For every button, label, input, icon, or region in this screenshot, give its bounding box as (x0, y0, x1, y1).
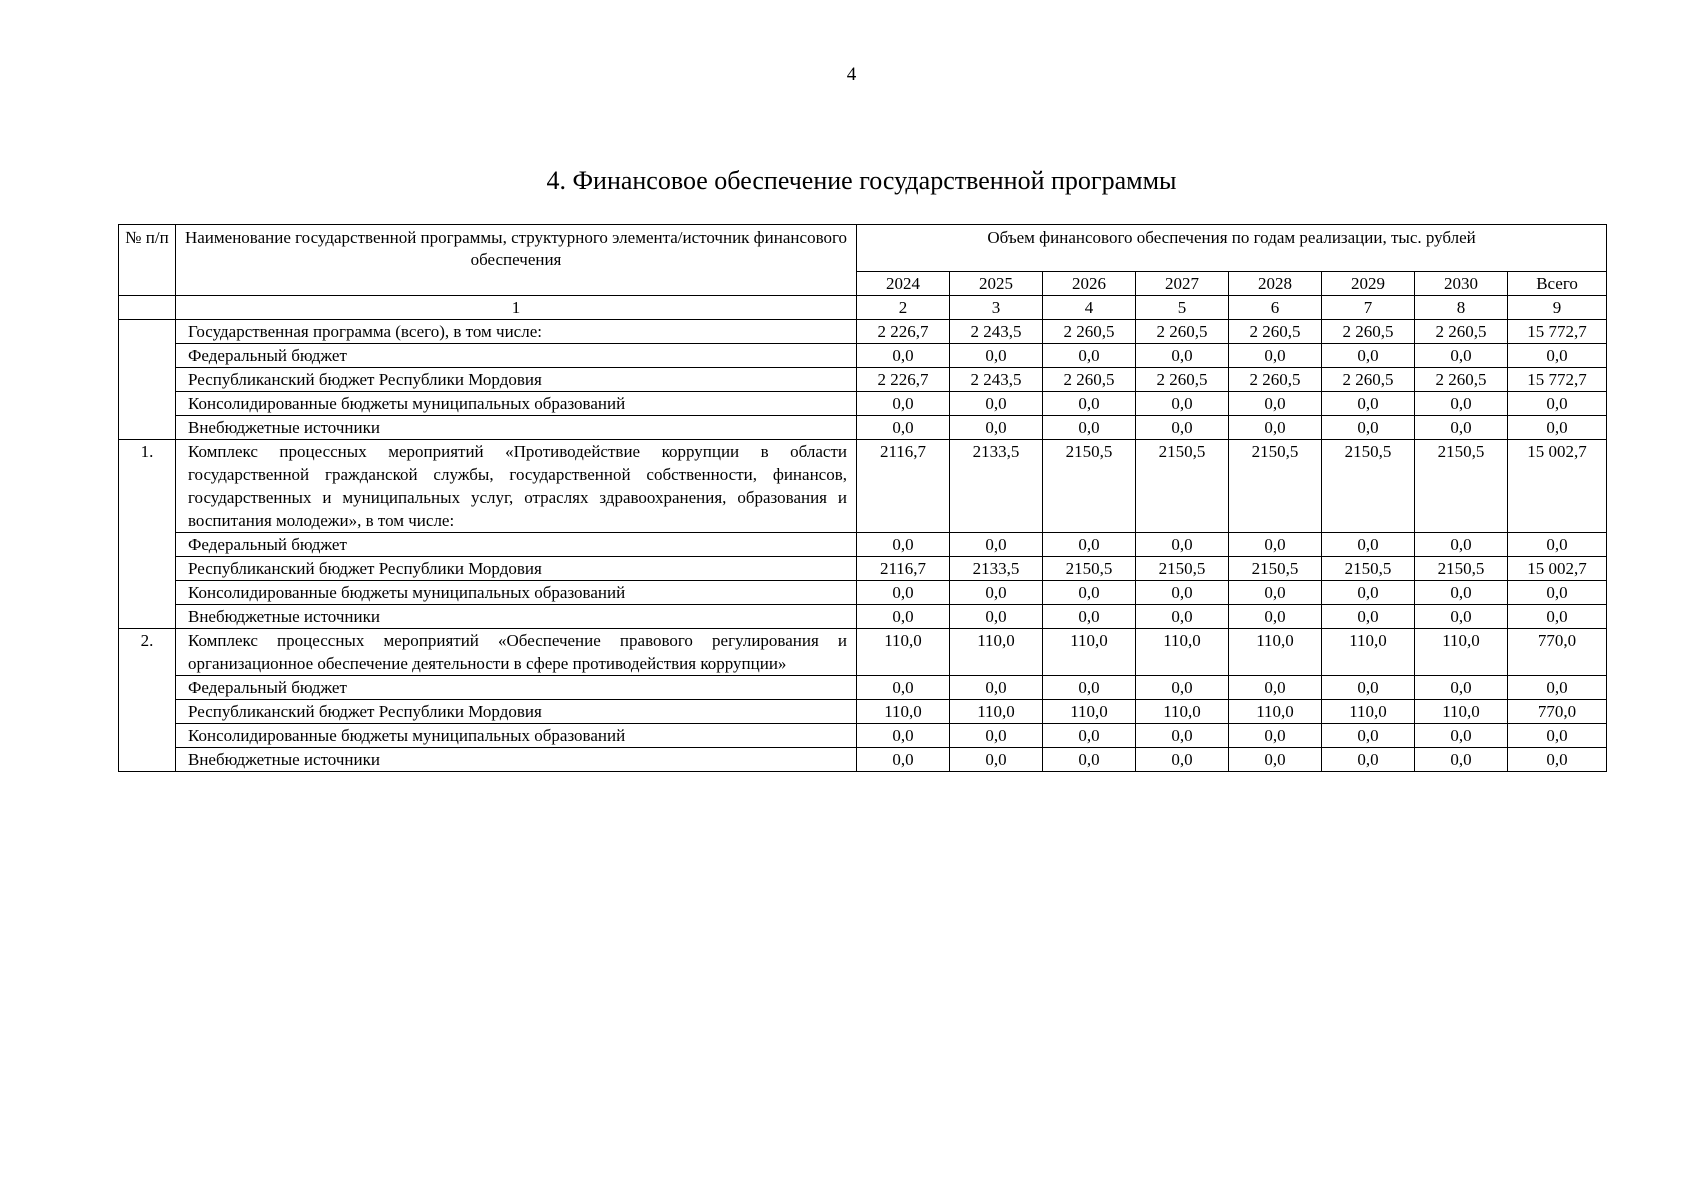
row-value: 2 260,5 (1229, 320, 1322, 344)
header-index-row (119, 296, 1607, 320)
row-value: 110,0 (1136, 700, 1229, 724)
row-value: 0,0 (1229, 676, 1322, 700)
row-value: 2 260,5 (1229, 368, 1322, 392)
row-value: 0,0 (1229, 748, 1322, 772)
row-value: 2150,5 (1229, 440, 1322, 533)
row-value: 2 226,7 (857, 368, 950, 392)
row-value: 0,0 (1136, 581, 1229, 605)
row-value: 0,0 (1322, 344, 1415, 368)
page-number: 4 (846, 64, 857, 85)
row-value: 0,0 (950, 416, 1043, 440)
row-value: 0,0 (1508, 748, 1607, 772)
row-value: 0,0 (1508, 581, 1607, 605)
row-value: 0,0 (1043, 676, 1136, 700)
row-value: 110,0 (1043, 629, 1136, 676)
row-value: 110,0 (857, 629, 950, 676)
row-value: 2 260,5 (1136, 320, 1229, 344)
row-value: 0,0 (1415, 676, 1508, 700)
row-value: 0,0 (1043, 344, 1136, 368)
header-year: Всего (1508, 272, 1607, 296)
row-value: 2116,7 (857, 557, 950, 581)
row-value: 0,0 (857, 605, 950, 629)
row-value: 0,0 (857, 392, 950, 416)
row-value: 15 002,7 (1508, 557, 1607, 581)
row-name: Внебюджетные источники (176, 605, 857, 629)
row-value: 2 226,7 (857, 320, 950, 344)
row-name: Консолидированные бюджеты муниципальных образований (176, 581, 857, 605)
row-value: 0,0 (950, 724, 1043, 748)
row-value: 0,0 (857, 748, 950, 772)
header-year: 2026 (1043, 272, 1136, 296)
row-name: Федеральный бюджет (176, 533, 857, 557)
row-value: 110,0 (857, 700, 950, 724)
header-name: Наименование государственной программы, структурного элемента/источник финансового обеспечения (176, 225, 857, 296)
row-name: Комплекс процессных мероприятий «Противодействие коррупции в области государственной гражданской службы, государственной собственности, финансов, государственных и муниципальных услуг, отраслях здравоохранения, образования и воспитания молодежи», в том числе: (176, 440, 857, 533)
row-name: Консолидированные бюджеты муниципальных образований (176, 724, 857, 748)
row-value: 0,0 (1508, 724, 1607, 748)
row-value: 110,0 (1322, 629, 1415, 676)
table-row (119, 581, 1607, 605)
row-value: 0,0 (1043, 392, 1136, 416)
table-row (119, 368, 1607, 392)
row-value: 2150,5 (1043, 440, 1136, 533)
row-value: 0,0 (857, 416, 950, 440)
header-num: № п/п (119, 225, 176, 296)
row-number: 1. (119, 440, 176, 629)
header-year: 2029 (1322, 272, 1415, 296)
table-row (119, 320, 1607, 344)
header-year: 2024 (857, 272, 950, 296)
row-value: 0,0 (1229, 416, 1322, 440)
table-row (119, 440, 1607, 533)
row-value: 110,0 (950, 629, 1043, 676)
row-value: 0,0 (1136, 344, 1229, 368)
row-value: 110,0 (1136, 629, 1229, 676)
header-col-index: 3 (950, 296, 1043, 320)
row-value: 2150,5 (1229, 557, 1322, 581)
table-row (119, 605, 1607, 629)
row-value: 0,0 (1136, 724, 1229, 748)
row-value: 770,0 (1508, 700, 1607, 724)
row-value: 2 260,5 (1136, 368, 1229, 392)
row-value: 15 772,7 (1508, 368, 1607, 392)
row-value: 110,0 (1322, 700, 1415, 724)
row-value: 2 243,5 (950, 368, 1043, 392)
row-value: 2 260,5 (1322, 320, 1415, 344)
row-value: 0,0 (1229, 533, 1322, 557)
header-col-index: 9 (1508, 296, 1607, 320)
row-value: 2 260,5 (1043, 320, 1136, 344)
row-name: Государственная программа (всего), в том числе: (176, 320, 857, 344)
row-value: 0,0 (1415, 748, 1508, 772)
header-year: 2025 (950, 272, 1043, 296)
table-row (119, 416, 1607, 440)
row-value: 0,0 (1508, 676, 1607, 700)
table-header (119, 225, 1607, 320)
header-year: 2028 (1229, 272, 1322, 296)
row-value: 2 260,5 (1415, 320, 1508, 344)
row-value: 0,0 (1322, 533, 1415, 557)
table-row (119, 724, 1607, 748)
header-index-blank (119, 296, 176, 320)
row-value: 0,0 (1322, 724, 1415, 748)
row-value: 0,0 (1043, 416, 1136, 440)
row-value: 0,0 (1415, 533, 1508, 557)
row-value: 0,0 (1508, 344, 1607, 368)
row-value: 2150,5 (1136, 557, 1229, 581)
row-value: 110,0 (950, 700, 1043, 724)
header-col-index: 6 (1229, 296, 1322, 320)
row-value: 110,0 (1229, 629, 1322, 676)
row-value: 110,0 (1415, 629, 1508, 676)
row-value: 0,0 (1415, 724, 1508, 748)
row-value: 2150,5 (1415, 440, 1508, 533)
row-value: 0,0 (1136, 392, 1229, 416)
row-value: 0,0 (1229, 392, 1322, 416)
row-value: 0,0 (1322, 748, 1415, 772)
row-value: 110,0 (1415, 700, 1508, 724)
header-col-index: 1 (176, 296, 857, 320)
row-value: 0,0 (950, 748, 1043, 772)
row-value: 0,0 (1043, 605, 1136, 629)
row-value: 2 260,5 (1415, 368, 1508, 392)
row-value: 0,0 (1415, 416, 1508, 440)
row-value: 0,0 (1043, 724, 1136, 748)
table-row (119, 700, 1607, 724)
row-value: 0,0 (950, 605, 1043, 629)
table-row (119, 344, 1607, 368)
row-value: 2133,5 (950, 440, 1043, 533)
header-col-index: 2 (857, 296, 950, 320)
row-value: 0,0 (1508, 416, 1607, 440)
header-year: 2030 (1415, 272, 1508, 296)
row-value: 2133,5 (950, 557, 1043, 581)
row-value: 0,0 (1322, 416, 1415, 440)
row-value: 0,0 (1229, 344, 1322, 368)
row-value: 0,0 (1229, 605, 1322, 629)
row-value: 0,0 (1508, 605, 1607, 629)
row-value: 0,0 (950, 581, 1043, 605)
row-value: 0,0 (857, 581, 950, 605)
row-value: 0,0 (1043, 581, 1136, 605)
financing-table (118, 224, 1607, 772)
row-value: 2 260,5 (1043, 368, 1136, 392)
row-value: 2150,5 (1043, 557, 1136, 581)
header-col-index: 7 (1322, 296, 1415, 320)
row-value: 0,0 (1415, 581, 1508, 605)
row-value: 0,0 (950, 392, 1043, 416)
row-name: Комплекс процессных мероприятий «Обеспечение правового регулирования и организационное обеспечение деятельности в сфере противодействия коррупции» (176, 629, 857, 676)
row-value: 0,0 (950, 344, 1043, 368)
row-value: 0,0 (1136, 748, 1229, 772)
header-col-index: 5 (1136, 296, 1229, 320)
row-value: 0,0 (1322, 605, 1415, 629)
table-row (119, 748, 1607, 772)
row-value: 0,0 (857, 676, 950, 700)
row-name: Федеральный бюджет (176, 344, 857, 368)
row-value: 0,0 (1136, 676, 1229, 700)
row-value: 0,0 (857, 344, 950, 368)
row-value: 15 002,7 (1508, 440, 1607, 533)
row-value: 0,0 (1508, 392, 1607, 416)
row-name: Республиканский бюджет Республики Мордовия (176, 557, 857, 581)
header-col-index: 8 (1415, 296, 1508, 320)
row-value: 0,0 (1322, 392, 1415, 416)
row-value: 0,0 (857, 724, 950, 748)
row-number (119, 320, 176, 440)
row-value: 0,0 (950, 533, 1043, 557)
row-value: 0,0 (857, 533, 950, 557)
row-value: 2150,5 (1322, 440, 1415, 533)
row-value: 0,0 (1508, 533, 1607, 557)
table-row (119, 557, 1607, 581)
row-value: 0,0 (1136, 533, 1229, 557)
row-value: 2150,5 (1322, 557, 1415, 581)
row-name: Внебюджетные источники (176, 748, 857, 772)
row-number: 2. (119, 629, 176, 772)
row-value: 0,0 (1415, 344, 1508, 368)
row-value: 2150,5 (1415, 557, 1508, 581)
row-value: 0,0 (950, 676, 1043, 700)
table-row (119, 676, 1607, 700)
header-col-index: 4 (1043, 296, 1136, 320)
table-row (119, 392, 1607, 416)
header-year: 2027 (1136, 272, 1229, 296)
row-value: 0,0 (1322, 676, 1415, 700)
row-value: 2116,7 (857, 440, 950, 533)
row-value: 0,0 (1229, 724, 1322, 748)
row-value: 110,0 (1229, 700, 1322, 724)
row-value: 110,0 (1043, 700, 1136, 724)
table-body (119, 320, 1607, 772)
row-name: Республиканский бюджет Республики Мордовия (176, 368, 857, 392)
row-value: 15 772,7 (1508, 320, 1607, 344)
header-volume: Объем финансового обеспечения по годам реализации, тыс. рублей (857, 225, 1607, 272)
row-value: 2 260,5 (1322, 368, 1415, 392)
row-value: 0,0 (1136, 605, 1229, 629)
table-row (119, 629, 1607, 676)
row-name: Внебюджетные источники (176, 416, 857, 440)
row-value: 0,0 (1415, 392, 1508, 416)
row-name: Консолидированные бюджеты муниципальных образований (176, 392, 857, 416)
row-value: 0,0 (1043, 533, 1136, 557)
row-value: 0,0 (1415, 605, 1508, 629)
row-value: 0,0 (1043, 748, 1136, 772)
row-value: 0,0 (1136, 416, 1229, 440)
table-row (119, 533, 1607, 557)
row-value: 770,0 (1508, 629, 1607, 676)
page-title: 4. Финансовое обеспечение государственной программы (546, 166, 1177, 195)
row-value: 0,0 (1229, 581, 1322, 605)
row-value: 0,0 (1322, 581, 1415, 605)
row-value: 2150,5 (1136, 440, 1229, 533)
row-name: Федеральный бюджет (176, 676, 857, 700)
row-name: Республиканский бюджет Республики Мордовия (176, 700, 857, 724)
row-value: 2 243,5 (950, 320, 1043, 344)
